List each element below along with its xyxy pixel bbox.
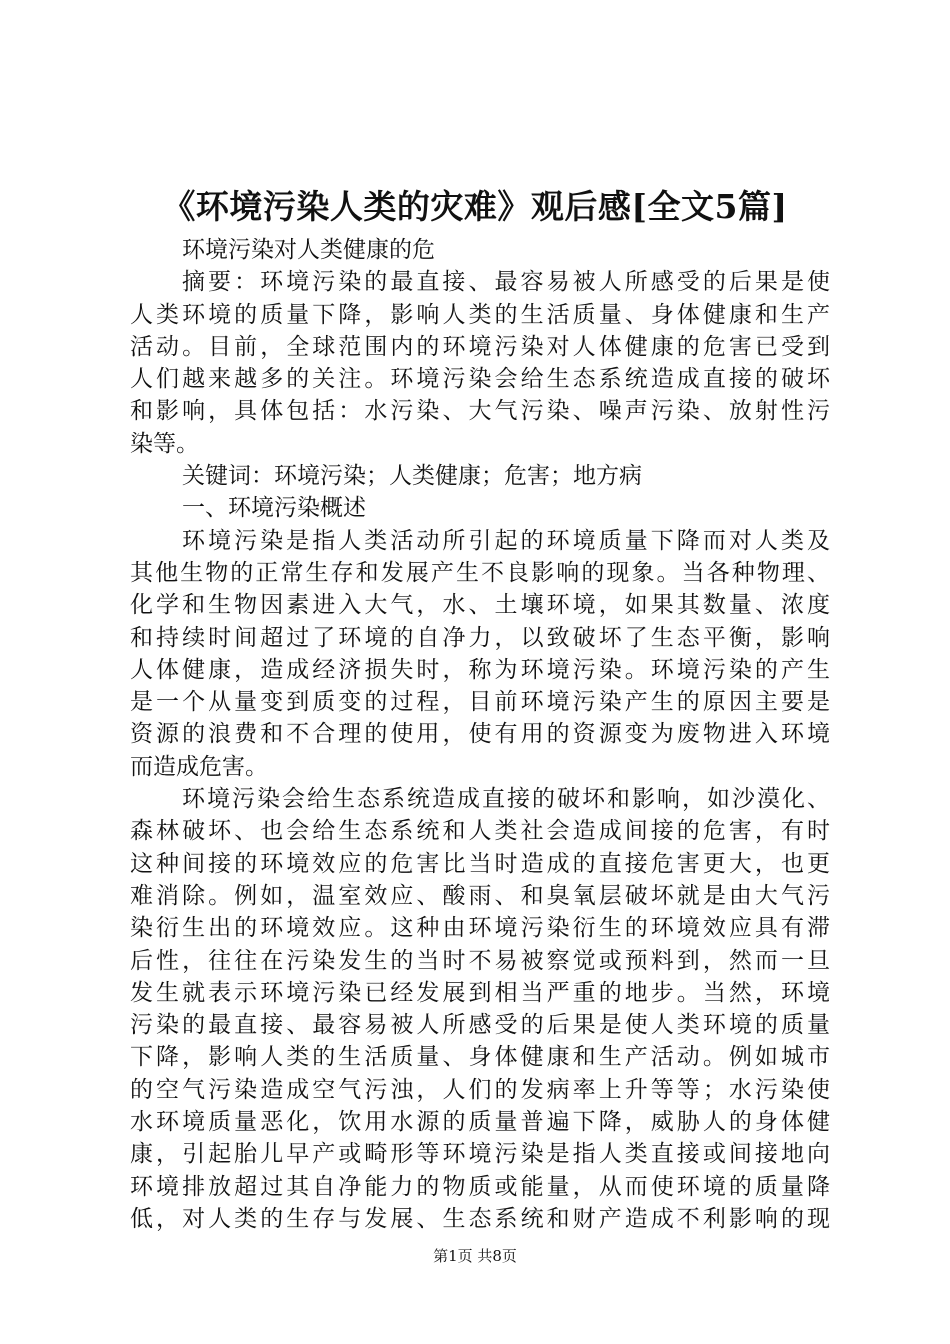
text-line: 低，对人类的生存与发展、生态系统和财产造成不利影响的现 bbox=[130, 1205, 830, 1232]
text-line: 人们越来越多的关注。环境污染会给生态系统造成直接的破坏 bbox=[130, 366, 830, 393]
text-line: 下降，影响人类的生活质量、身体健康和生产活动。例如城市 bbox=[130, 1044, 830, 1071]
text-line: 化学和生物因素进入大气，水、土壤环境，如果其数量、浓度 bbox=[130, 592, 830, 619]
text-line: 染衍生出的环境效应。这种由环境污染衍生的环境效应具有滞 bbox=[130, 915, 830, 942]
document-body bbox=[130, 234, 830, 1235]
text-line: 和持续时间超过了环境的自净力，以致破坏了生态平衡，影响 bbox=[130, 624, 830, 651]
text-line: 环境污染会给生态系统造成直接的破坏和影响，如沙漠化、 bbox=[182, 786, 830, 813]
text-line: 是一个从量变到质变的过程，目前环境污染产生的原因主要是 bbox=[130, 689, 830, 716]
text-line: 摘要：环境污染的最直接、最容易被人所感受的后果是使 bbox=[182, 269, 830, 296]
text-line: 人体健康，造成经济损失时，称为环境污染。环境污染的产生 bbox=[130, 656, 830, 683]
page-footer: 第1页 共8页 bbox=[433, 1247, 517, 1265]
text-line: 一、环境污染概述 bbox=[182, 495, 366, 522]
text-line: 后性，往往在污染发生的当时不易被察觉或预料到，然而一旦 bbox=[130, 947, 830, 974]
text-line: 环境污染是指人类活动所引起的环境质量下降而对人类及 bbox=[182, 527, 830, 554]
text-line: 活动。目前，全球范围内的环境污染对人体健康的危害已受到 bbox=[130, 333, 830, 360]
text-line: 而造成危害。 bbox=[130, 753, 268, 780]
text-line: 这种间接的环境效应的危害比当时造成的直接危害更大，也更 bbox=[130, 850, 830, 877]
text-line: 环境排放超过其自净能力的物质或能量，从而使环境的质量降 bbox=[130, 1173, 830, 1200]
text-line: 水环境质量恶化，饮用水源的质量普遍下降，威胁人的身体健 bbox=[130, 1109, 830, 1136]
text-line: 康，引起胎儿早产或畸形等环境污染是指人类直接或间接地向 bbox=[130, 1141, 830, 1168]
text-line: 人类环境的质量下降，影响人类的生活质量、身体健康和生产 bbox=[130, 301, 830, 328]
text-line: 难消除。例如，温室效应、酸雨、和臭氧层破坏就是由大气污 bbox=[130, 882, 830, 909]
text-line: 和影响，具体包括：水污染、大气污染、噪声污染、放射性污 bbox=[130, 398, 830, 425]
text-line: 污染的最直接、最容易被人所感受的后果是使人类环境的质量 bbox=[130, 1012, 830, 1039]
text-line: 的空气污染造成空气污浊，人们的发病率上升等等；水污染使 bbox=[130, 1076, 830, 1103]
text-line: 发生就表示环境污染已经发展到相当严重的地步。当然，环境 bbox=[130, 979, 830, 1006]
text-line: 关键词：环境污染；人类健康；危害；地方病 bbox=[182, 463, 642, 490]
text-line: 染等。 bbox=[130, 430, 199, 457]
text-line: 其他生物的正常生存和发展产生不良影响的现象。当各种物理、 bbox=[130, 559, 830, 586]
text-line: 环境污染对人类健康的危 bbox=[182, 237, 435, 263]
document-title: 《环境污染人类的灾难》观后感[全文5篇] bbox=[162, 187, 788, 226]
text-line: 森林破坏、也会给生态系统和人类社会造成间接的危害，有时 bbox=[130, 818, 830, 845]
text-line: 资源的浪费和不合理的使用，使有用的资源变为废物进入环境 bbox=[130, 721, 830, 748]
